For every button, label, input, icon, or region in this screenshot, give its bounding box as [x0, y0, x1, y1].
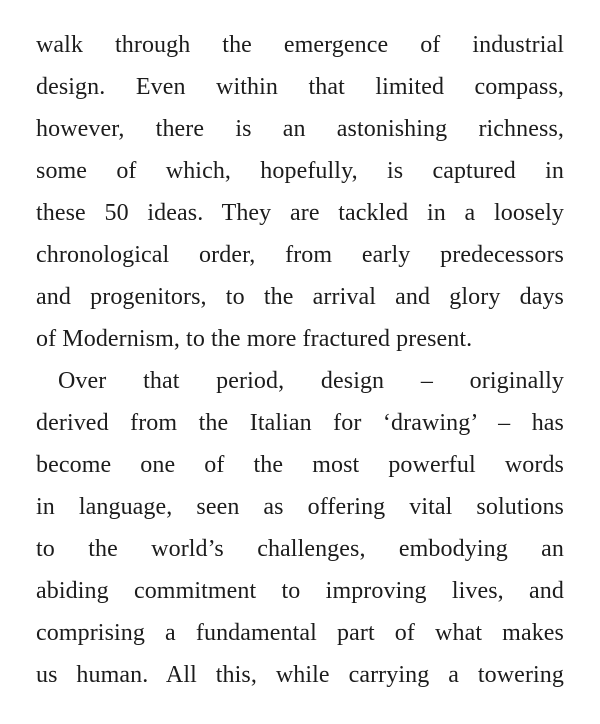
text-line: Over that period, design – originally	[58, 368, 564, 394]
body-text	[36, 24, 564, 696]
text-line: these 50 ideas. They are tackled in a loosely	[36, 200, 564, 226]
text-line: abiding commitment to improving lives, and	[36, 578, 564, 604]
text-line: comprising a fundamental part of what makes	[36, 620, 564, 646]
text-line: us human. All this, while carrying a towering	[36, 662, 564, 688]
text-line: design. Even within that limited compass,	[36, 74, 564, 100]
text-line: and progenitors, to the arrival and glory days	[36, 284, 564, 310]
text-line: of Modernism, to the more fractured present.	[36, 326, 473, 352]
text-line: walk through the emergence of industrial	[36, 32, 564, 58]
text-line: some of which, hopefully, is captured in	[36, 158, 564, 184]
text-line: become one of the most powerful words	[36, 452, 564, 478]
text-line: in language, seen as offering vital solutions	[36, 494, 564, 520]
text-line: to the world’s challenges, embodying an	[36, 536, 564, 562]
text-line: however, there is an astonishing richness,	[36, 116, 564, 142]
text-line: chronological order, from early predecessors	[36, 242, 564, 268]
text-line: derived from the Italian for ‘drawing’ – has	[36, 410, 564, 436]
